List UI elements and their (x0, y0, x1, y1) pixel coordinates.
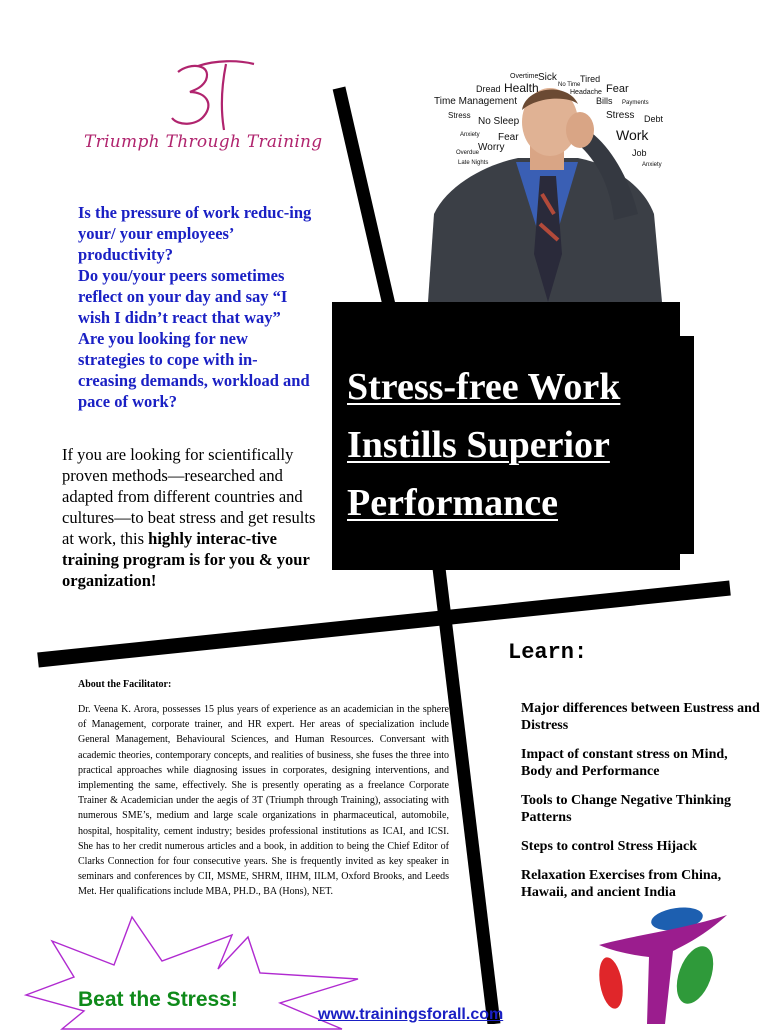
learn-heading: Learn: (508, 640, 588, 665)
image-word: Work (616, 127, 649, 143)
image-word: Job (632, 148, 647, 158)
list-item: Steps to control Stress Hijack (521, 839, 698, 854)
image-word: Health (504, 81, 539, 95)
image-word: Anxiety (642, 162, 662, 168)
question-3: Are you looking for new strategies to cope with in-creasing demands, workload and pace of work? (78, 329, 310, 411)
image-word: Sick (538, 72, 557, 83)
about-body: Dr. Veena K. Arora, possesses 15 plus years of experience as an academician in the sphere of Management, corporate trainer, and HR expert. Her areas of specialization include General Management, Behavioural Sciences, and Human Resources. Conversant with academic theories, contemporary concepts, and realities of business, she fuses the three into practical approaches while diagnosing issues in corporates, designing interventions, and implementing the same, effectively. She is presently operating as a freelance Corporate Trainer & Academician under the aegis of 3T (Triumph through Training), associating with numerous SME’s, medium and large scale organizations in pharmaceutical, automobile, hospital, hospitality, cement industry; besides professional institutions as ICAI, and ICSI. She has to her credit numerous articles and a book, in addition to being the Chief Editor of Clarks Connection for four consecutive years. She is frequently invited as key speaker in seminars and conferences by CII, MSME, SHRM, IIHM, IILM, Oxford Brooks, and Leeds Met. Her qualifications include MBA, PH.D., BA (Hons), NET. (78, 704, 449, 898)
3t-logo-icon (150, 54, 260, 134)
list-item: Major differences between Eustress and Distress (521, 701, 760, 733)
questions-block (78, 202, 314, 412)
image-word: Anxiety (460, 132, 480, 138)
image-word: Dread (476, 84, 501, 94)
image-word: Overtime (510, 73, 539, 80)
beat-stress-text: Beat the Stress! (78, 988, 238, 1011)
image-word: No Sleep (478, 116, 520, 127)
logo-tagline: Triumph Through Training (84, 132, 323, 152)
title-line-2: Instills Superior (347, 424, 610, 466)
intro-bold-text: highly interac-tive training program is for you & your organization! (62, 529, 310, 590)
image-word: Headache (570, 89, 602, 96)
image-word: Bills (596, 96, 613, 106)
image-word: Stress (448, 111, 471, 120)
image-word: Debt (644, 114, 664, 124)
intro-text: If you are looking for scientifically proven methods—researched and adapted from different countries and cultures—to beat stress and get results at work, this (62, 445, 316, 548)
list-item: Impact of constant stress on Mind, Body and Performance (521, 747, 728, 779)
list-item: Relaxation Exercises from China, Hawaii, and ancient India (521, 868, 722, 900)
image-word: Stress (606, 110, 635, 121)
image-word: Fear (498, 132, 519, 143)
image-word: Time Management (434, 96, 517, 107)
question-1: Is the pressure of work reduc-ing your/ your employees’ productivity? (78, 203, 312, 264)
learn-list (521, 700, 761, 913)
image-word: Worry (478, 142, 505, 153)
image-word: Payments (622, 100, 649, 106)
list-item: Tools to Change Negative Thinking Patterns (521, 793, 732, 825)
title-line-1: Stress-free Work (347, 366, 621, 408)
starburst-icon (22, 915, 362, 1030)
intro-paragraph (62, 444, 326, 591)
image-word: No Time (558, 82, 581, 88)
stressed-man-image (428, 64, 670, 302)
people-logo-icon (595, 905, 730, 1024)
image-word: Fear (606, 83, 629, 95)
website-link[interactable]: www.trainingsforall.com (318, 1006, 504, 1023)
page-title (347, 358, 687, 532)
question-2: Do you/your peers sometimes reflect on your day and say “I wish I didn’t react that way” (78, 266, 288, 327)
about-heading: About the Facilitator: (78, 679, 172, 690)
title-line-3: Performance (347, 482, 558, 524)
image-word: Tired (580, 74, 601, 84)
image-word: Overdue (456, 150, 480, 156)
image-word: Late Nights (458, 160, 489, 166)
